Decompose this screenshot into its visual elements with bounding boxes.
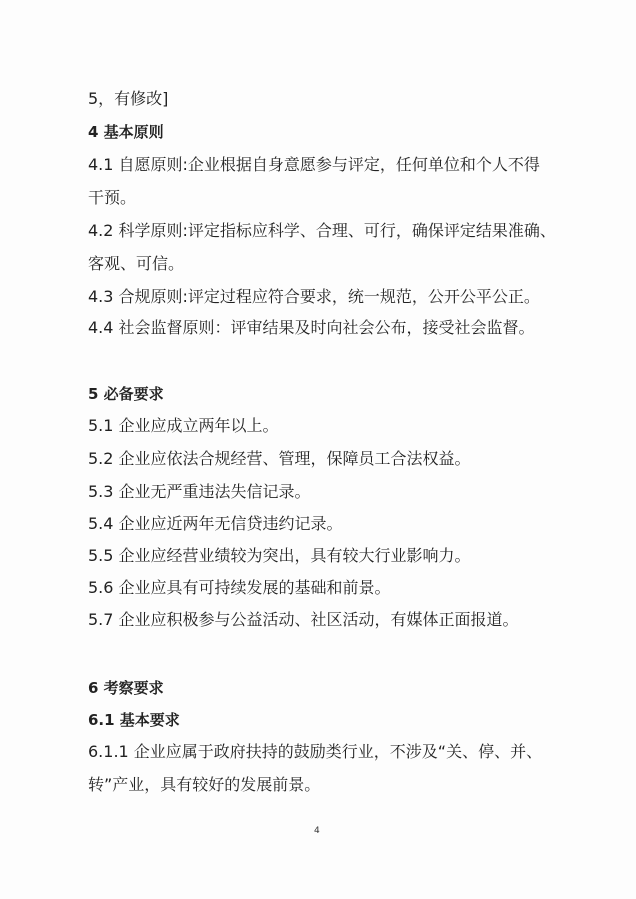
clause-5-2: 5.2 企业应依法合规经营、管理，保障员工合法权益。 <box>88 449 471 468</box>
section-4-heading: 4 基本原则 <box>88 123 164 141</box>
clause-6-1-1-line-1: 6.1.1 企业应属于政府扶持的鼓励类行业，不涉及“关、停、并、 <box>88 742 543 761</box>
section-6-1-heading: 6.1 基本要求 <box>88 711 180 729</box>
clause-4-4: 4.4 社会监督原则：评审结果及时向社会公布，接受社会监督。 <box>88 318 535 337</box>
clause-5-4: 5.4 企业应近两年无信贷违约记录。 <box>88 514 343 533</box>
section-5-heading: 5 必备要求 <box>88 385 164 403</box>
clause-4-1-line-2: 干预。 <box>88 188 137 207</box>
clause-4-2-line-1: 4.2 科学原则:评定指标应科学、合理、可行，确保评定结果准确、 <box>88 221 556 240</box>
clause-4-1-line-1: 4.1 自愿原则:企业根据自身意愿参与评定，任何单位和个人不得 <box>88 155 540 174</box>
clause-4-2-line-2: 客观、可信。 <box>88 254 185 273</box>
clause-5-5: 5.5 企业应经营业绩较为突出，具有较大行业影响力。 <box>88 546 471 565</box>
clause-5-6: 5.6 企业应具有可持续发展的基础和前景。 <box>88 578 391 597</box>
page-number: 4 <box>314 826 320 836</box>
section-6-heading: 6 考察要求 <box>88 679 164 697</box>
continuation-line: 5，有修改] <box>88 89 169 108</box>
clause-6-1-1-line-2: 转”产业，具有较好的发展前景。 <box>88 775 321 794</box>
clause-5-7: 5.7 企业应积极参与公益活动、社区活动，有媒体正面报道。 <box>88 610 519 629</box>
clause-4-3: 4.3 合规原则:评定过程应符合要求，统一规范，公开公平公正。 <box>88 287 540 306</box>
clause-5-1: 5.1 企业应成立两年以上。 <box>88 416 279 435</box>
clause-5-3: 5.3 企业无严重违法失信记录。 <box>88 482 311 501</box>
